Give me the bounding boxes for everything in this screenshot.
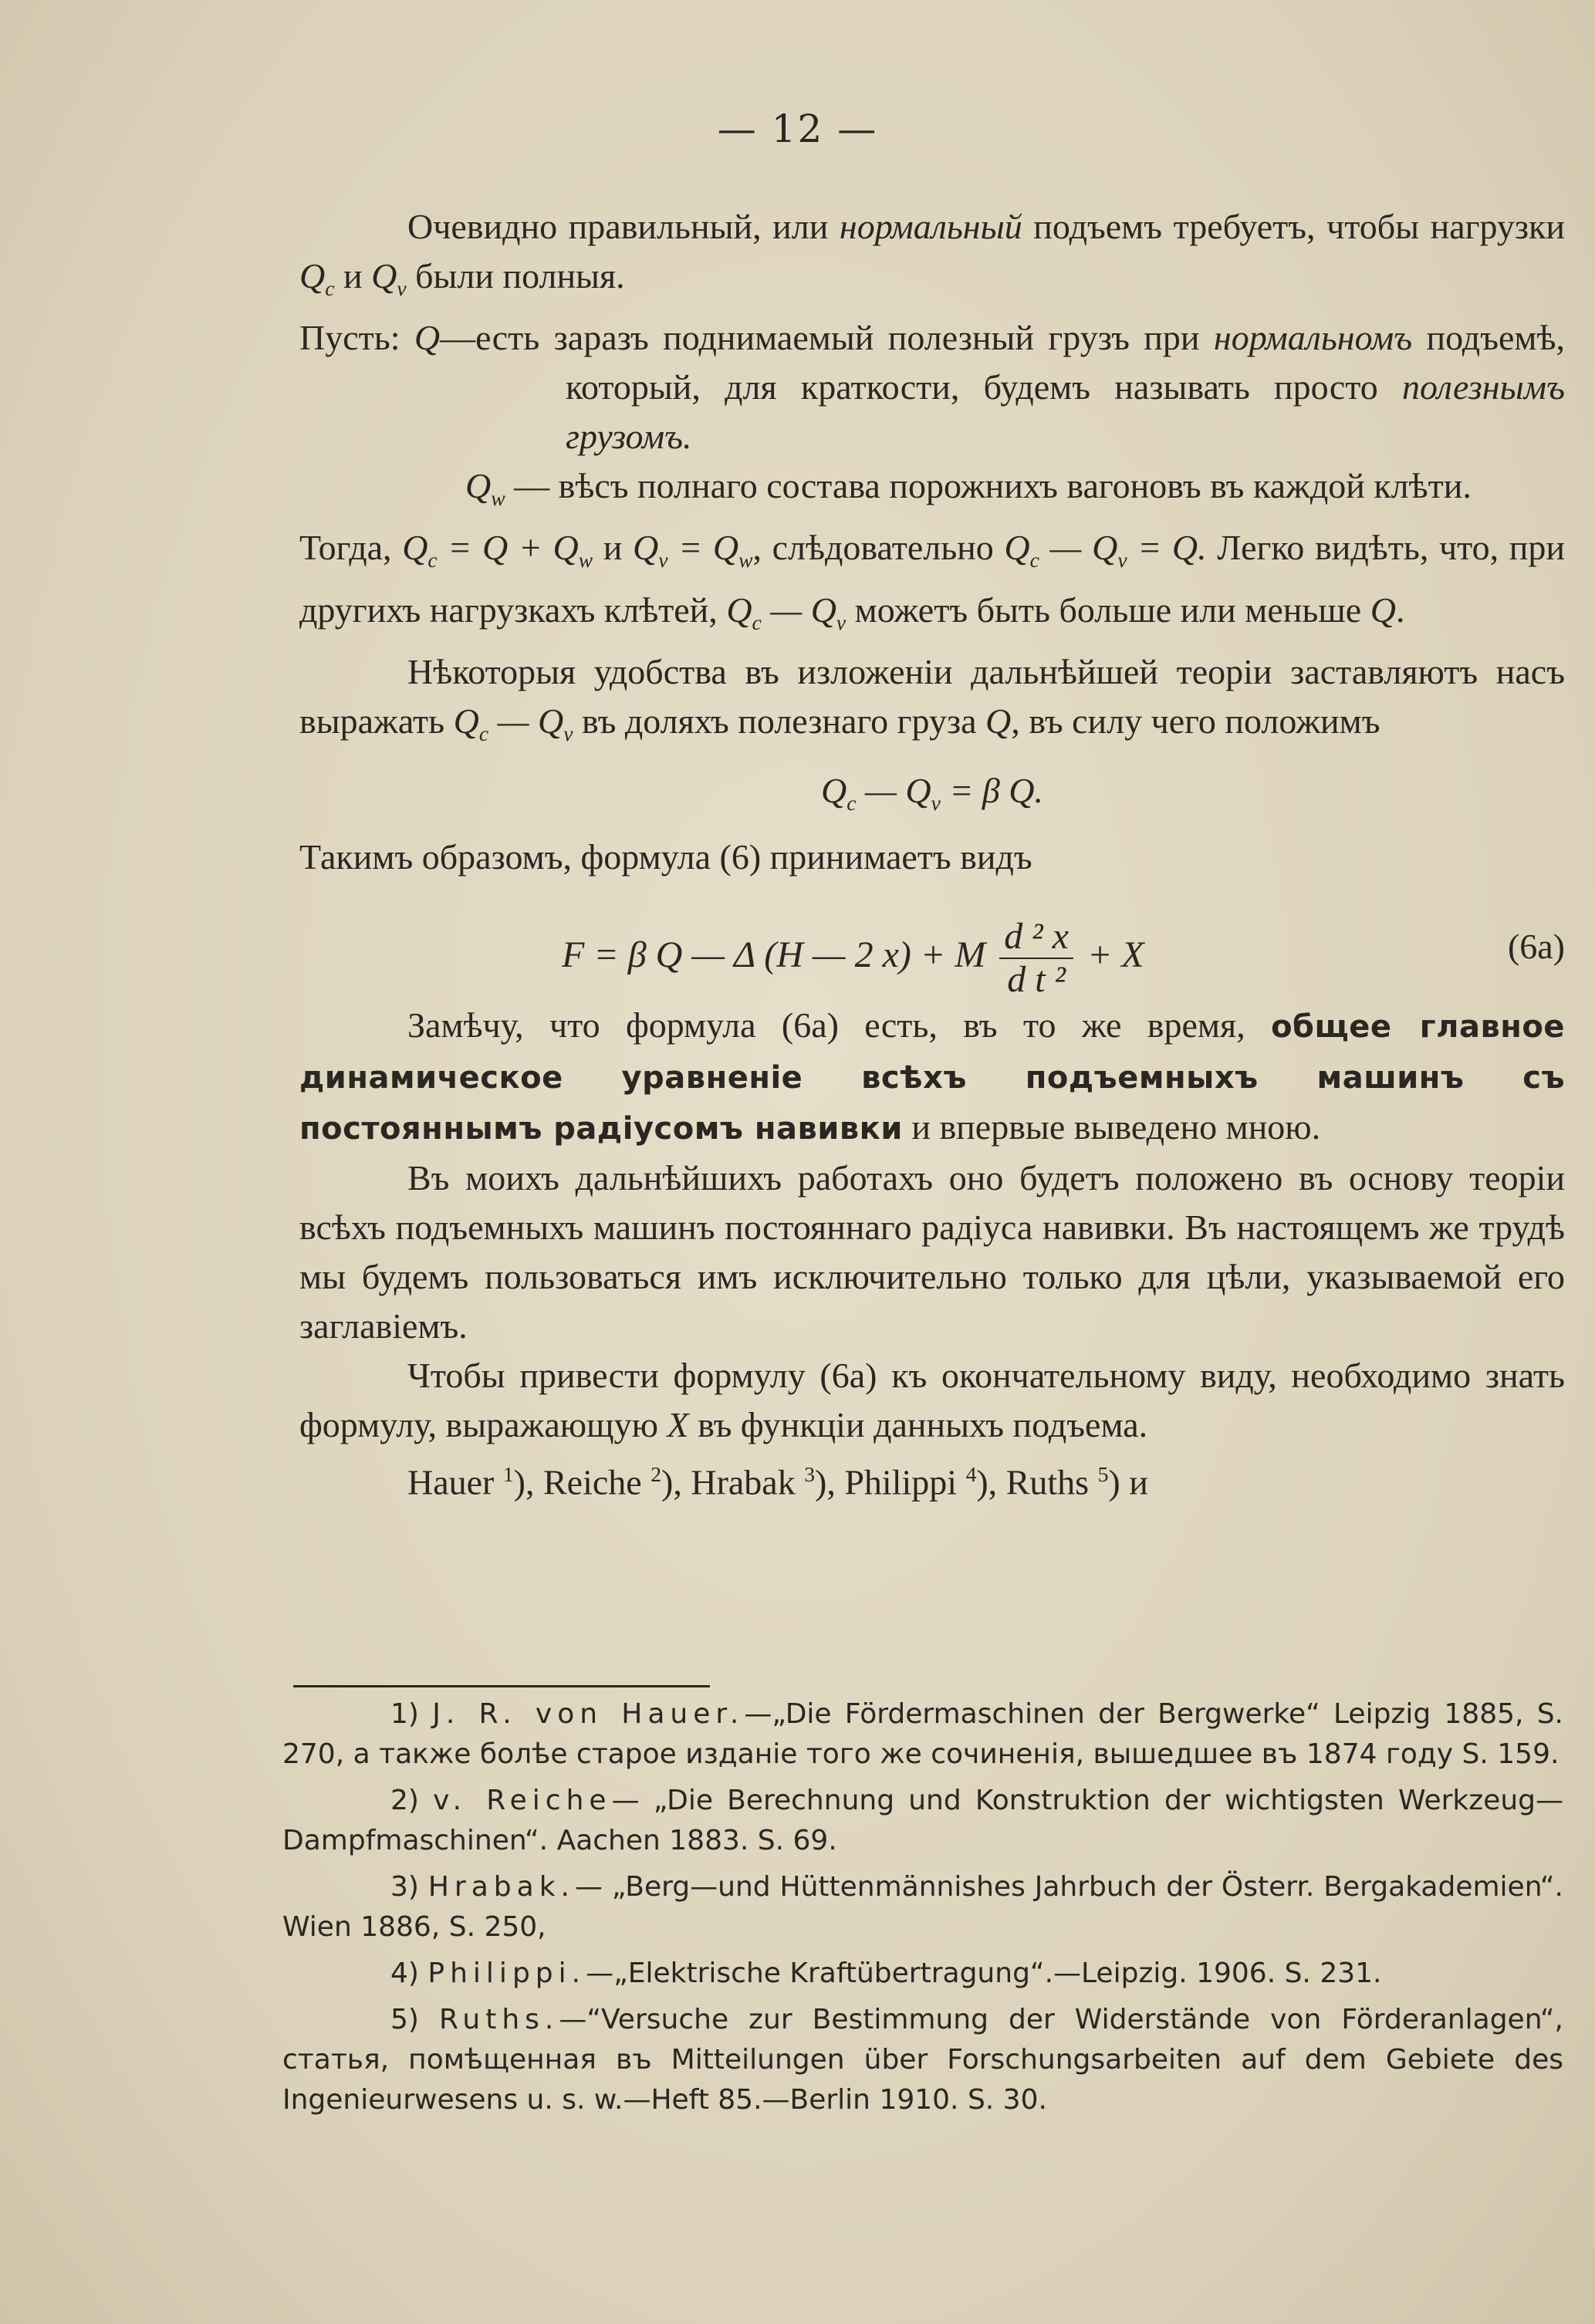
paragraph-8: Hauer $^1$), Reiche $^2$), Hrabak $^3$), Philippi $^4$), Ruths $^5$) и [407,1462,1148,1502]
footnote-1: 1) J. R. von Hauer.—„Die Fördermaschinen der Bergwerke“ Leipzig 1885, S. 270, а также болѣе старое изданіе того же сочиненія, вышедшее въ 1874 году S. 159. [282,1698,1563,1770]
emphasis-normal: нормальный [839,207,1022,246]
paragraph-6: Въ моихъ дальнѣйшихъ работахъ оно будетъ положено въ основу теоріи всѣхъ подъемныхъ машинъ постояннаго радіуса навивки. Въ настоящемъ же трудѣ мы будемъ пользоваться имъ исключительно только для цѣли, указываемой его заглавіемъ. [299,1158,1565,1346]
formula-6a [299,890,1565,1001]
definition-qw: $Q_w$ — вѣсъ полнаго состава порожнихъ вагоновъ въ каждой клѣти. [465,466,1472,511]
footnote-2: 2) v. Reiche— „Die Berechnung und Konstruktion der wichtigsten Werkzeug—Dampfmaschinen“. Aachen 1883. S. 69. [282,1785,1563,1856]
paragraph-5: Замѣчу, что формула (6a) есть, въ то же время, общее главное динамическое уравненіе всѣхъ подъемныхъ машинъ съ постояннымъ радіусомъ навивки и впервые выведено мною. [299,1005,1566,1147]
paragraph-4: Такимъ образомъ, формула (6) принимаетъ видъ [299,837,1032,877]
equation-beta: $Q_c$ — $Q_v = \beta$ Q. [820,770,1044,816]
footnote-rule [293,1685,710,1687]
page-number: — 12 — [717,106,878,151]
formula-tag: (6a) [1507,927,1565,967]
paragraph-then: Тогда, $Q_c = Q + Q_w$ и $Q_v = Q_w$, слѣдовательно $Q_c$ — $Q_v = Q$. Легко видѣть, что, при другихъ нагрузкахъ клѣтей, $Q_c$ — $Q_v$ можетъ быть больше или меньше Q. [299,528,1566,634]
footnote-5: 5) Ruths.—“Versuche zur Bestimmung der Widerstände von Förderanlagen“, статья, помѣщенная въ Mitteilungen über Forschungsarbeiten auf dem Gebiete des Ingenieurwesens u. s. w.—Heft 85.—Berlin 1910. S. 30. [282,2004,1563,2116]
main-text [299,202,1565,1507]
formula-expression: F = β Q — Δ (H — 2 x) + M $\frac{\text{d ² x}}{\text{d t ²}}$ + X [562,916,1144,1001]
paragraph-3: Нѣкоторыя удобства въ изложеніи дальнѣйшей теоріи заставляютъ насъ выражать $Q_c$ — $Q_v$ въ доляхъ полезнаго груза Q, въ силу чего положимъ [299,651,1565,745]
footnotes [282,1694,1563,2126]
footnote-3: 3) Hrabak.— „Berg—und Hüttenmännishes Jahrbuch der Österr. Bergakademien“. Wien 1886, S. 250, [282,1871,1563,1943]
paragraph-7: Чтобы привести формулу (6a) къ окончательному виду, необходимо знать формулу, выражающую X въ функціи данныхъ подъема. [299,1356,1565,1445]
paragraph-1: Очевидно правильный, или нормальный подъемъ требуетъ, чтобы нагрузки $Q_c$ и $Q_v$ были полныя. [299,207,1566,301]
fraction: $\frac{\text{d ² x}}{\text{d t ²}}$ [999,916,1073,1001]
bold-statement: общее главное динамическое уравненіе всѣхъ подъемныхъ машинъ съ постояннымъ радіусомъ навивки [299,1009,1566,1147]
footnote-4: 4) Philippi.—„Elektrische Kraftübertragung“.—Leipzig. 1906. S. 231. [390,1957,1382,1989]
definition-q: Пусть: Q—есть заразъ поднимаемый полезный грузъ при нормальномъ подъемѣ, который, для краткости, будемъ называть просто полезнымъ грузомъ. [299,318,1565,457]
